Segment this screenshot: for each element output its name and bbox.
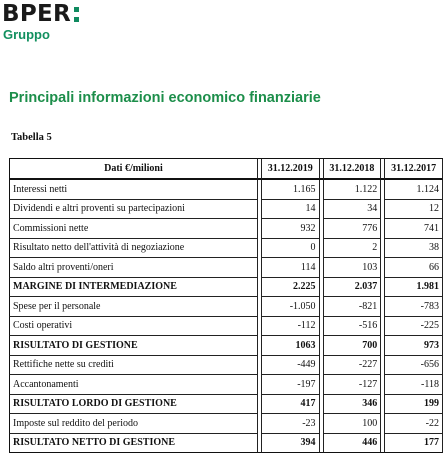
row-value: 100 (324, 414, 382, 434)
row-value: 1.165 (262, 180, 320, 200)
row-label: MARGINE DI INTERMEDIAZIONE (9, 278, 258, 298)
row-value: 1.124 (385, 180, 443, 200)
row-value: 2.037 (324, 278, 382, 298)
row-label: RISULTATO DI GESTIONE (9, 336, 258, 356)
row-value: 66 (385, 258, 443, 278)
row-label: Spese per il personale (9, 297, 258, 317)
row-value: 741 (385, 219, 443, 239)
section-heading: Principali informazioni economico finanziarie (9, 90, 321, 106)
row-value: -656 (385, 356, 443, 376)
table-row (9, 258, 443, 278)
logo-subtitle: Gruppo (3, 27, 50, 42)
row-label: Risultato netto dell'attività di negoziazione (9, 239, 258, 259)
row-value: 114 (262, 258, 320, 278)
table-row (9, 239, 443, 259)
row-label: Accantonamenti (9, 375, 258, 395)
row-value: 2 (324, 239, 382, 259)
row-label: Saldo altri proventi/oneri (9, 258, 258, 278)
row-label: RISULTATO LORDO DI GESTIONE (9, 395, 258, 415)
table-row (9, 219, 443, 239)
table-header-row (9, 158, 443, 180)
row-value: -112 (262, 317, 320, 337)
row-value: 103 (324, 258, 382, 278)
row-value: 177 (385, 434, 443, 454)
row-value: 1063 (262, 336, 320, 356)
row-value: 394 (262, 434, 320, 454)
row-value: -23 (262, 414, 320, 434)
row-label: RISULTATO NETTO DI GESTIONE (9, 434, 258, 454)
row-label: Costi operativi (9, 317, 258, 337)
table-row (9, 356, 443, 376)
header-year-2018: 31.12.2018 (324, 158, 382, 180)
row-value: -127 (324, 375, 382, 395)
logo-colon-icon (74, 4, 79, 24)
row-value: 1.981 (385, 278, 443, 298)
row-label: Rettifiche nette su crediti (9, 356, 258, 376)
table-row (9, 180, 443, 200)
row-value: -516 (324, 317, 382, 337)
row-value: -227 (324, 356, 382, 376)
header-year-2017: 31.12.2017 (385, 158, 443, 180)
row-value: -118 (385, 375, 443, 395)
row-value: 0 (262, 239, 320, 259)
row-value: -225 (385, 317, 443, 337)
row-value: -197 (262, 375, 320, 395)
row-value: 2.225 (262, 278, 320, 298)
row-value: 417 (262, 395, 320, 415)
row-value: 973 (385, 336, 443, 356)
row-value: 932 (262, 219, 320, 239)
row-label: Imposte sul reddito del periodo (9, 414, 258, 434)
table-row (9, 375, 443, 395)
table-row (9, 297, 443, 317)
row-value: 346 (324, 395, 382, 415)
row-value: 14 (262, 200, 320, 220)
row-value: 34 (324, 200, 382, 220)
row-value: 199 (385, 395, 443, 415)
table-row (9, 317, 443, 337)
table-row (9, 278, 443, 298)
row-value: 776 (324, 219, 382, 239)
row-label: Dividendi e altri proventi su partecipazioni (9, 200, 258, 220)
row-value: -22 (385, 414, 443, 434)
row-value: -783 (385, 297, 443, 317)
table-row (9, 200, 443, 220)
row-label: Interessi netti (9, 180, 258, 200)
bper-logo (2, 2, 79, 42)
table-row (9, 414, 443, 434)
row-label: Commissioni nette (9, 219, 258, 239)
header-label: Dati €/milioni (9, 158, 258, 180)
row-value: -1.050 (262, 297, 320, 317)
table-row (9, 434, 443, 454)
row-value: 12 (385, 200, 443, 220)
row-value: 1.122 (324, 180, 382, 200)
table-row (9, 336, 443, 356)
row-value: 38 (385, 239, 443, 259)
row-value: 446 (324, 434, 382, 454)
row-value: 700 (324, 336, 382, 356)
row-value: -449 (262, 356, 320, 376)
financial-table (9, 158, 443, 453)
table-row (9, 395, 443, 415)
logo-brand: BPER (2, 1, 72, 27)
header-year-2019: 31.12.2019 (262, 158, 320, 180)
logo-wordmark (2, 2, 79, 26)
row-value: -821 (324, 297, 382, 317)
table-label: Tabella 5 (11, 132, 52, 143)
